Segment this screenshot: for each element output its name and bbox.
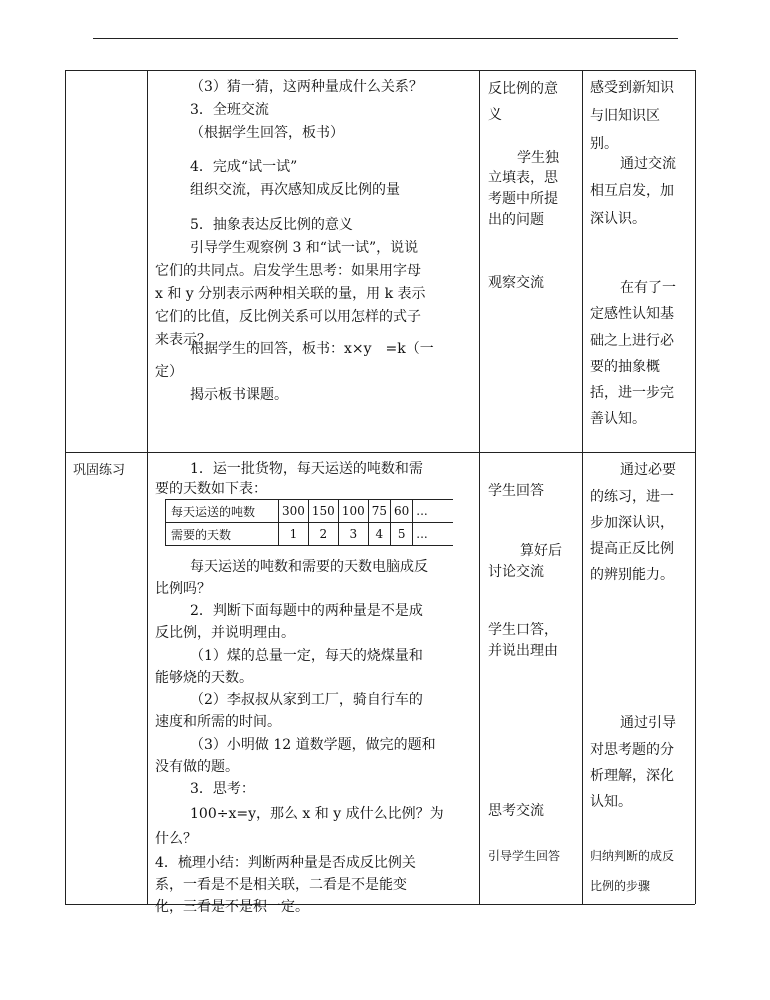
row-divider xyxy=(65,452,695,453)
intent-line: 感受到新知识 xyxy=(590,80,674,96)
content-line: 速度和所需的时间。 xyxy=(155,714,281,730)
content-line: 没有做的题。 xyxy=(155,759,239,775)
row-label: 每天运送的吨数 xyxy=(166,500,279,523)
intent-line: 深认识。 xyxy=(590,211,646,227)
intent-line: 善认知。 xyxy=(590,411,646,427)
content-line: （根据学生回答，板书） xyxy=(190,125,344,141)
intent-line: 础之上进行必 xyxy=(590,333,674,349)
content-line: x 和 y 分别表示两种相关联的量，用 k 表示 xyxy=(155,286,426,302)
table-cell: 150 xyxy=(308,500,338,523)
content-line: 组织交流，再次感知成反比例的量 xyxy=(190,182,400,198)
content-line: 4．完成“试一试” xyxy=(190,159,298,175)
content-line: 100÷x=y，那么 x 和 y 成什么比例？为 xyxy=(190,806,444,822)
content-line: （1）煤的总量一定，每天的烧煤量和 xyxy=(190,648,423,664)
table-cell: ... xyxy=(413,523,454,546)
activity-line: 出的问题 xyxy=(488,212,544,228)
activity-line: 学生独 xyxy=(517,150,559,166)
activity-line: 考题中所提 xyxy=(488,191,558,207)
intent-line: 括，进一步完 xyxy=(590,385,674,401)
content-line: 3．思考： xyxy=(190,781,255,797)
stage-label: 巩固练习 xyxy=(73,463,126,478)
intent-line: 通过引导 xyxy=(620,715,676,731)
intent-line: 通过交流 xyxy=(620,156,676,172)
intent-line: 相互启发，加 xyxy=(590,183,674,199)
content-line: 引导学生观察例 3 和“试一试”，说说 xyxy=(190,240,419,256)
table-row xyxy=(166,500,454,523)
activity-line: 算好后 xyxy=(520,543,562,559)
inline-data-table xyxy=(165,499,453,546)
intent-line: 的辨别能力。 xyxy=(590,567,674,583)
content-line: 1．运一批货物，每天运送的吨数和需 xyxy=(190,461,423,477)
intent-line: 别。 xyxy=(590,136,618,152)
content-line: 根据学生的回答，板书：x×y =k（一 xyxy=(190,341,434,357)
content-line: 揭示板书课题。 xyxy=(190,387,288,403)
activity-line: 思考交流 xyxy=(488,803,544,819)
activity-line: 引导学生回答 xyxy=(488,849,561,863)
table-top-border xyxy=(65,70,695,71)
activity-line: 立填表，思 xyxy=(488,170,558,186)
intent-line: 定感性认知基 xyxy=(590,306,674,322)
content-line: 能够烧的天数。 xyxy=(155,670,253,686)
content-line: 什么？ xyxy=(155,831,197,847)
content-line: （2）李叔叔从家到工厂，骑自行车的 xyxy=(190,692,423,708)
header-rule xyxy=(93,38,678,39)
intent-line: 要的抽象概 xyxy=(590,359,660,375)
content-line: 4．梳理小结：判断两种量是否成反比例关 xyxy=(155,855,416,871)
content-line: （3）猜一猜，这两种量成什么关系？ xyxy=(190,79,423,95)
content-line: 定） xyxy=(155,364,183,380)
table-row xyxy=(166,523,454,546)
col-border-2 xyxy=(479,70,480,904)
intent-line: 的练习，进一 xyxy=(590,489,674,505)
col-border-1 xyxy=(147,70,148,904)
table-cell: 100 xyxy=(338,500,368,523)
content-line: 它们的比值，反比例关系可以用怎样的式子 xyxy=(155,309,421,325)
table-cell: 1 xyxy=(279,523,309,546)
table-cell: 75 xyxy=(368,500,390,523)
col-border-left xyxy=(65,70,66,904)
table-cell: 300 xyxy=(279,500,309,523)
activity-line: 观察交流 xyxy=(488,275,544,291)
content-line: 来表示？ xyxy=(155,332,211,348)
intent-line: 提高正反比例 xyxy=(590,541,674,557)
content-line: 化，三看是不是积一定。 xyxy=(155,899,309,915)
content-line: 2．判断下面每题中的两种量是不是成 xyxy=(190,603,423,619)
content-line: 3．全班交流 xyxy=(190,102,269,118)
table-cell: 5 xyxy=(391,523,413,546)
activity-line: 学生回答 xyxy=(488,483,544,499)
intent-line: 析理解，深化 xyxy=(590,768,674,784)
table-cell: 3 xyxy=(338,523,368,546)
activity-line: 义 xyxy=(488,107,502,123)
content-line: 要的天数如下表： xyxy=(155,481,267,497)
content-line: 它们的共同点。启发学生思考：如果用字母 xyxy=(155,263,421,279)
intent-line: 在有了一 xyxy=(620,280,676,296)
intent-line: 对思考题的分 xyxy=(590,742,674,758)
col-border-right xyxy=(695,70,696,904)
content-line: 5．抽象表达反比例的意义 xyxy=(190,217,353,233)
activity-line: 讨论交流 xyxy=(488,564,544,580)
content-line: （3）小明做 12 道数学题，做完的题和 xyxy=(190,737,436,753)
content-line: 比例吗？ xyxy=(155,581,211,597)
table-cell: 60 xyxy=(391,500,413,523)
activity-line: 学生口答， xyxy=(488,622,558,638)
intent-line: 认知。 xyxy=(590,794,632,810)
table-cell: ... xyxy=(413,500,454,523)
intent-line: 与旧知识区 xyxy=(590,108,660,124)
content-line: 系，一看是不是相关联，二看是不是能变 xyxy=(155,877,407,893)
intent-line: 比例的步骤 xyxy=(590,879,651,893)
content-line: 反比例，并说明理由。 xyxy=(155,625,295,641)
intent-line: 归纳判断的成反 xyxy=(590,849,675,863)
col-border-3 xyxy=(582,70,583,904)
intent-line: 通过必要 xyxy=(620,462,676,478)
table-cell: 2 xyxy=(308,523,338,546)
intent-line: 步加深认识， xyxy=(590,515,674,531)
content-line: 每天运送的吨数和需要的天数电脑成反 xyxy=(190,559,428,575)
table-cell: 4 xyxy=(368,523,390,546)
activity-line: 并说出理由 xyxy=(488,643,558,659)
activity-line: 反比例的意 xyxy=(488,81,558,97)
row-label: 需要的天数 xyxy=(166,523,279,546)
